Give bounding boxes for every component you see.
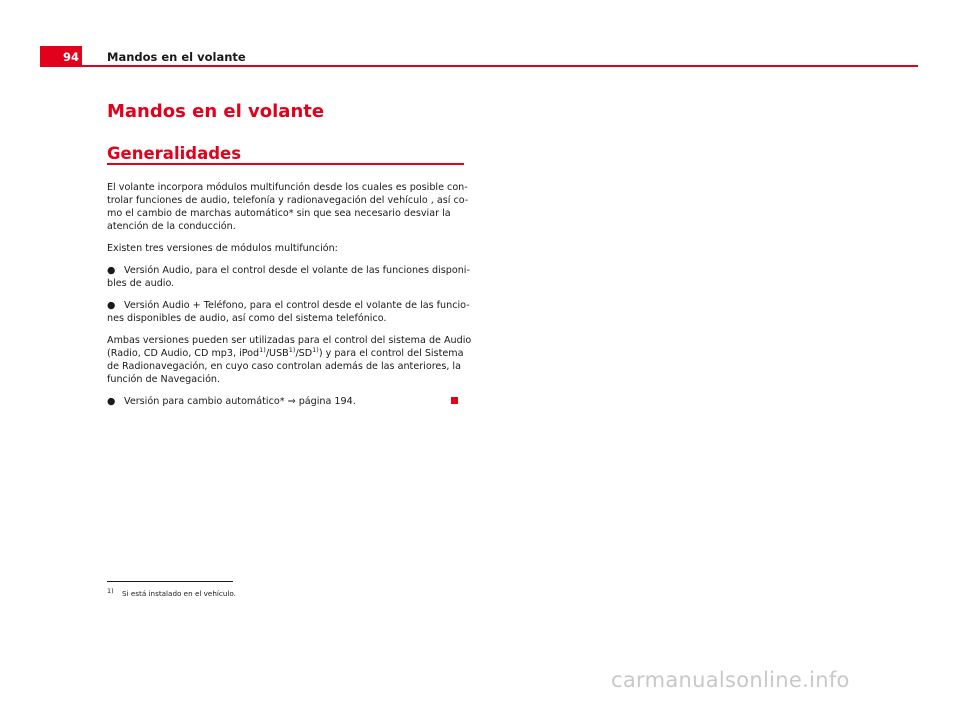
running-header <box>40 46 918 66</box>
versions-paragraph <box>107 242 469 255</box>
watermark: carmanualsonline.info <box>611 668 850 692</box>
text-line: bles de audio. <box>107 278 175 289</box>
running-title: Mandos en el volante <box>107 50 246 64</box>
footnote: $^{1)}$ Si está instalado en el vehículo. <box>107 586 236 598</box>
text-line: Versión Audio + Teléfono, para el control desde el volante de las funcio- <box>124 300 470 311</box>
bullet-icon: ● <box>107 300 116 311</box>
footnote-ref[interactable]: 1) <box>288 345 296 354</box>
page-number: 94 <box>40 46 82 66</box>
body-column <box>107 181 472 417</box>
text-fragment: ) y para el control del Sistema <box>318 348 464 359</box>
footnote-ref[interactable]: 1) <box>312 345 319 354</box>
arrow-icon: ⇒ <box>287 396 296 407</box>
text-line: trolar funciones de audio, telefonía y radionavegación del vehículo , así co- <box>107 195 469 206</box>
bullet-automatic <box>107 395 469 408</box>
text-line: Existen tres versiones de módulos multifunción: <box>107 243 338 254</box>
text-fragment: . <box>352 396 356 407</box>
text-line: nes disponibles de audio, así como del sistema telefónico. <box>107 313 387 324</box>
usage-paragraph <box>107 334 472 386</box>
text-fragment: (Radio, CD Audio, CD mp3, iPod <box>107 348 260 359</box>
footnote-ref[interactable]: 1) <box>259 345 266 354</box>
text-line: Ambas versiones pueden ser utilizadas para el control del sistema de Audio <box>107 335 472 346</box>
text-line: El volante incorpora módulos multifunción desde los cuales es posible con- <box>107 182 468 193</box>
bullet-audio <box>107 264 469 290</box>
text-fragment: /SD <box>295 348 313 359</box>
bullet-audio-phone <box>107 299 469 325</box>
section-rule <box>107 163 464 165</box>
footnote-rule <box>107 581 233 582</box>
page-reference-link[interactable]: página 194 <box>298 396 353 407</box>
text-line: atención de la conducción. <box>107 221 236 232</box>
bullet-icon: ● <box>107 396 116 407</box>
chapter-title: Mandos en el volante <box>107 101 325 122</box>
footnote-text: Si está instalado en el vehículo. <box>122 589 236 598</box>
text-line: mo el cambio de marchas automático* sin que sea necesario desviar la <box>107 208 451 219</box>
bullet-icon: ● <box>107 265 116 276</box>
text-line: de Radionavegación, en cuyo caso controlan además de las anteriores, la <box>107 361 461 372</box>
text-line: función de Navegación. <box>107 374 221 385</box>
intro-paragraph <box>107 181 469 233</box>
text-line: Versión Audio, para el control desde el volante de las funciones disponi- <box>124 265 470 276</box>
section-end-marker <box>451 397 458 404</box>
text-fragment: /USB <box>265 348 289 359</box>
header-rule <box>40 65 918 67</box>
text-fragment: Versión para cambio automático* <box>124 396 288 407</box>
section-title: Generalidades <box>107 144 242 163</box>
